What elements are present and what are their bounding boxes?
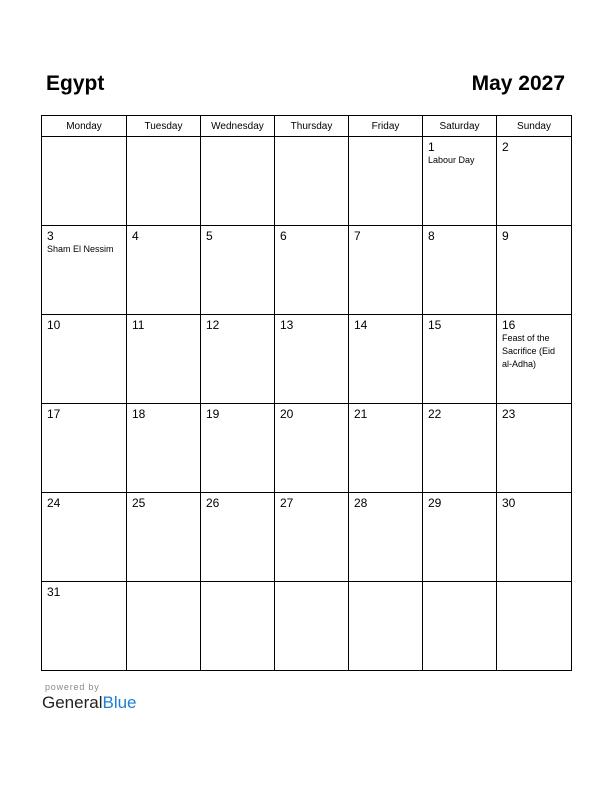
day-number: 27	[280, 496, 294, 510]
day-cell	[497, 226, 572, 315]
week-row	[42, 404, 572, 493]
day-number: 8	[428, 229, 435, 243]
weekday-friday: Friday	[349, 116, 423, 137]
day-number: 9	[502, 229, 509, 243]
day-number: 23	[502, 407, 516, 421]
day-number: 28	[354, 496, 368, 510]
weekday-thursday: Thursday	[275, 116, 349, 137]
day-number: 12	[206, 318, 220, 332]
day-number: 6	[280, 229, 287, 243]
day-number: 30	[502, 496, 516, 510]
day-cell	[42, 582, 127, 671]
powered-by-text: powered by	[45, 682, 100, 692]
day-cell	[127, 315, 201, 404]
day-cell	[127, 493, 201, 582]
day-cell	[349, 404, 423, 493]
week-row	[42, 582, 572, 671]
day-number: 11	[132, 318, 145, 332]
day-number: 15	[428, 318, 442, 332]
day-cell	[127, 137, 201, 226]
day-number: 18	[132, 407, 146, 421]
week-row	[42, 493, 572, 582]
holiday-label: Sham El Nessim	[47, 244, 114, 254]
day-number: 10	[47, 318, 61, 332]
day-cell	[42, 493, 127, 582]
weekday-saturday: Saturday	[423, 116, 497, 137]
day-cell	[42, 404, 127, 493]
week-row	[42, 137, 572, 226]
day-cell	[201, 137, 275, 226]
day-number: 5	[206, 229, 213, 243]
day-cell	[201, 404, 275, 493]
weekday-wednesday: Wednesday	[201, 116, 275, 137]
day-number: 21	[354, 407, 368, 421]
day-cell	[497, 582, 572, 671]
day-cell	[423, 315, 497, 404]
day-number: 16	[502, 318, 516, 332]
country-title: Egypt	[46, 72, 105, 95]
day-cell	[201, 315, 275, 404]
day-number: 31	[47, 585, 61, 599]
day-cell	[497, 315, 572, 404]
day-cell	[127, 404, 201, 493]
day-cell	[423, 582, 497, 671]
holiday-label: Feast of the Sacrifice (Eid al-Adha)	[502, 333, 556, 369]
day-number: 19	[206, 407, 220, 421]
day-number: 7	[354, 229, 361, 243]
day-cell	[275, 582, 349, 671]
day-number: 2	[502, 140, 509, 154]
day-cell	[423, 137, 497, 226]
day-cell	[275, 404, 349, 493]
day-number: 24	[47, 496, 61, 510]
day-cell	[349, 493, 423, 582]
day-number: 25	[132, 496, 146, 510]
brand-name-blue: Blue	[102, 693, 137, 712]
day-number: 14	[354, 318, 368, 332]
weekday-sunday: Sunday	[497, 116, 572, 137]
day-cell	[349, 226, 423, 315]
week-row	[42, 315, 572, 404]
day-cell	[349, 137, 423, 226]
day-cell	[127, 226, 201, 315]
day-cell	[275, 226, 349, 315]
day-number: 17	[47, 407, 61, 421]
day-cell	[349, 582, 423, 671]
day-number: 29	[428, 496, 442, 510]
day-cell	[42, 226, 127, 315]
day-number: 22	[428, 407, 442, 421]
calendar-grid	[41, 115, 572, 671]
day-cell	[275, 493, 349, 582]
day-cell	[349, 315, 423, 404]
day-number: 3	[47, 229, 54, 243]
day-number: 13	[280, 318, 294, 332]
day-cell	[201, 582, 275, 671]
brand-name-general: General	[42, 693, 103, 712]
day-cell	[275, 137, 349, 226]
weekday-header-row	[42, 116, 572, 137]
day-cell	[497, 493, 572, 582]
holiday-label: Labour Day	[428, 155, 475, 165]
day-cell	[423, 226, 497, 315]
day-cell	[42, 137, 127, 226]
day-number: 26	[206, 496, 220, 510]
day-cell	[423, 493, 497, 582]
weekday-monday: Monday	[42, 116, 127, 137]
week-row	[42, 226, 572, 315]
month-title: May 2027	[471, 72, 565, 95]
day-cell	[497, 137, 572, 226]
day-number: 1	[428, 140, 435, 154]
day-cell	[201, 493, 275, 582]
weekday-tuesday: Tuesday	[127, 116, 201, 137]
day-cell	[497, 404, 572, 493]
day-cell	[42, 315, 127, 404]
day-cell	[127, 582, 201, 671]
day-cell	[275, 315, 349, 404]
footer-branding	[42, 682, 137, 713]
day-cell	[201, 226, 275, 315]
brand-logo	[42, 693, 137, 713]
day-cell	[423, 404, 497, 493]
day-number: 20	[280, 407, 294, 421]
day-number: 4	[132, 229, 139, 243]
